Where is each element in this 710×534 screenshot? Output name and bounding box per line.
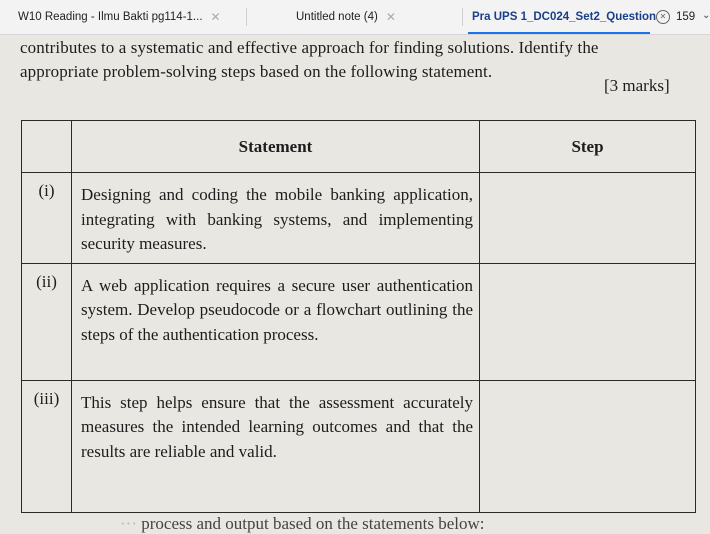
browser-tab-bar — [0, 0, 710, 35]
statement-step-table — [21, 120, 696, 513]
chevron-down-icon[interactable]: ⌄ — [702, 10, 710, 21]
tab-separator — [246, 8, 247, 26]
close-circle-icon[interactable]: ✕ — [656, 10, 670, 24]
row-statement: This step helps ensure that the assessment accurately measures the intended learning outcomes and that the results are reliable and valid. — [72, 380, 480, 512]
row-number: (iii) — [22, 380, 72, 512]
header-number — [22, 121, 72, 173]
document-page — [0, 34, 710, 534]
tab-separator — [462, 8, 463, 26]
close-icon[interactable]: ✕ — [210, 10, 221, 24]
tab-label: Untitled note (4) — [296, 11, 378, 23]
tab-label: W10 Reading - Ilmu Bakti pg114-1... — [18, 11, 203, 23]
table-row — [22, 263, 696, 380]
tab-untitled-note[interactable] — [296, 0, 446, 34]
row-step-cell[interactable] — [480, 173, 696, 264]
header-step: Step — [480, 121, 696, 173]
question-intro — [20, 36, 680, 84]
tab-w10-reading[interactable] — [18, 0, 238, 34]
intro-line-1: contributes to a systematic and effective approach for finding solutions. Identify the — [20, 38, 599, 57]
intro-line-2: appropriate problem-solving steps based on the following statement. — [20, 62, 493, 81]
close-icon[interactable]: ✕ — [385, 10, 396, 24]
faded-text: ··· — [120, 514, 137, 533]
row-step-cell[interactable] — [480, 380, 696, 512]
row-statement: A web application requires a secure user authentication system. Develop pseudocode or a flowchart outlining the steps of the authentication process. — [72, 263, 480, 380]
row-number: (i) — [22, 173, 72, 264]
tab-count: 159 — [676, 11, 696, 23]
row-step-cell[interactable] — [480, 263, 696, 380]
row-statement: Designing and coding the mobile banking application, integrating with banking systems, and implementing security measures. — [72, 173, 480, 264]
tab-count-badge[interactable] — [656, 0, 695, 34]
table-row — [22, 380, 696, 512]
next-question-partial — [120, 514, 484, 534]
tab-label: Pra UPS 1_DC024_Set2_Question — [472, 11, 657, 23]
partial-line: process and output based on the statements below: — [141, 514, 485, 533]
header-statement: Statement — [72, 121, 480, 173]
marks-label: [3 marks] — [604, 76, 670, 95]
table-row — [22, 173, 696, 264]
table-header-row — [22, 121, 696, 173]
tab-pra-ups[interactable] — [472, 0, 657, 34]
row-number: (ii) — [22, 263, 72, 380]
